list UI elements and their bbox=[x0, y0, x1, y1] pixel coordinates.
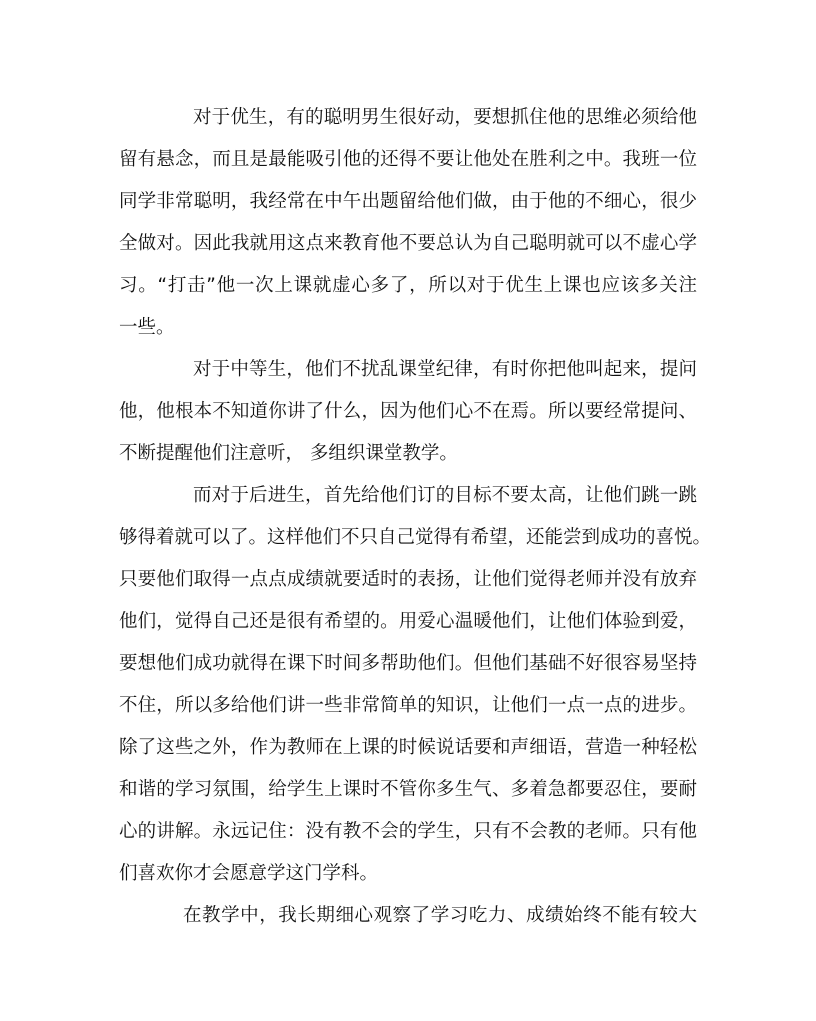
text-line: 他们，觉得自己还是很有希望的。用爱心温暖他们，让他们体验到爱， bbox=[119, 611, 697, 632]
text-line: 在教学中，我长期细心观察了学习吃力、成绩始终不能有较大 bbox=[183, 905, 697, 926]
text-line: 习。“打击”他一次上课就虚心多了，所以对于优生上课也应该多关注 bbox=[119, 275, 697, 296]
text-line: 和谐的学习氛围，给学生上课时不管你多生气、多着急都要忍住，要耐 bbox=[119, 779, 697, 800]
text-line: 心的讲解。永远记住：没有教不会的学生，只有不会教的老师。只有他 bbox=[119, 821, 697, 842]
text-line: 全做对。因此我就用这点来教育他不要总认为自己聪明就可以不虚心学 bbox=[119, 233, 697, 254]
text-line: 他，他根本不知道你讲了什么，因为他们心不在焉。所以要经常提问、 bbox=[119, 401, 697, 422]
text-line: 而对于后进生，首先给他们订的目标不要太高，让他们跳一跳 bbox=[193, 485, 697, 506]
text-line: 够得着就可以了。这样他们不只自己觉得有希望，还能尝到成功的喜悦。 bbox=[119, 527, 712, 548]
text-line: 除了这些之外，作为教师在上课的时候说话要和声细语，营造一种轻松 bbox=[119, 737, 697, 758]
text-line: 留有悬念，而且是最能吸引他的还得不要让他处在胜利之中。我班一位 bbox=[119, 149, 697, 170]
text-line: 一些。 bbox=[119, 317, 175, 338]
text-line: 们喜欢你才会愿意学这门学科。 bbox=[119, 863, 379, 884]
text-line: 不断提醒他们注意听， 多组织课堂教学。 bbox=[119, 443, 458, 464]
text-line: 同学非常聪明，我经常在中午出题留给他们做，由于他的不细心，很少 bbox=[119, 191, 697, 212]
text-line: 不住，所以多给他们讲一些非常简单的知识，让他们一点一点的进步。 bbox=[119, 695, 697, 716]
text-line: 只要他们取得一点点成绩就要适时的表扬，让他们觉得老师并没有放弃 bbox=[119, 569, 697, 590]
text-line: 对于优生，有的聪明男生很好动，要想抓住他的思维必须给他 bbox=[193, 107, 697, 128]
text-line: 对于中等生，他们不扰乱课堂纪律，有时你把他叫起来，提问 bbox=[193, 359, 697, 380]
text-line: 要想他们成功就得在课下时间多帮助他们。但他们基础不好很容易坚持 bbox=[119, 653, 697, 674]
